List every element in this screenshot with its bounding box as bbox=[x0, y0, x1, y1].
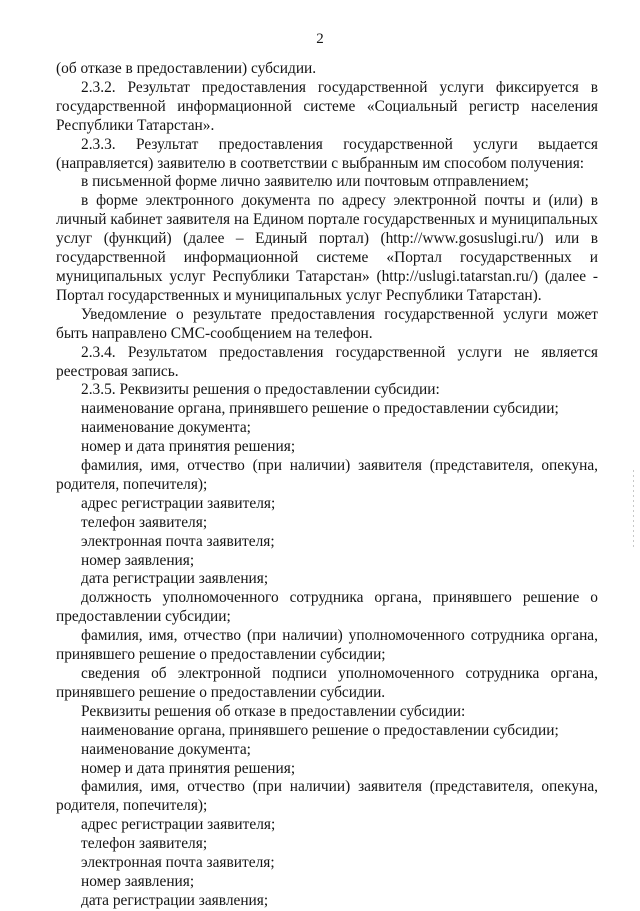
paragraph: номер и дата принятия решения; bbox=[81, 438, 296, 456]
paragraph: (об отказе в предоставлении) субсидии. bbox=[56, 60, 317, 77]
paragraph: фамилия, имя, отчество (при наличии) заявителя (представителя, опекуна, родителя, попечителя); bbox=[56, 778, 598, 815]
paragraph: дата регистрации заявления; bbox=[81, 570, 269, 588]
paragraph: телефон заявителя; bbox=[81, 835, 208, 853]
paragraph: электронная почта заявителя; bbox=[81, 532, 275, 550]
paragraph: должность уполномоченного сотрудника органа, принявшего решение о предоставлении субсидии; bbox=[56, 589, 598, 626]
paragraph: наименование документа; bbox=[81, 419, 251, 437]
paragraph: Реквизиты решения об отказе в предоставлении субсидии: bbox=[81, 702, 466, 720]
paragraph: в форме электронного документа по адресу электронной почты и (или) в личный кабинет заявителя на Едином портале государственных и муниципальных услуг (функций) (далее – Единый портал) (http://www.gosuslugi.ru/) или в государственной информационной системе «Портал государственных и муниципальных услуг Республики Татарстан» (http://uslugi.tatarstan.ru/) (далее - Портал государственных и муниципальных услуг Республики Татарстан). bbox=[56, 192, 598, 304]
paragraph: наименование документа; bbox=[81, 740, 251, 758]
paragraph: наименование органа, принявшего решение о предоставлении субсидии; bbox=[81, 400, 559, 418]
paragraph: Уведомление о результате предоставления государственной услуги может быть направлено СМС-сообщением на телефон. bbox=[56, 305, 598, 342]
page-number: 2 bbox=[316, 31, 324, 47]
paragraph: дата регистрации заявления; bbox=[81, 891, 269, 909]
paragraph: телефон заявителя; bbox=[81, 513, 208, 531]
paragraph: наименование органа, принявшего решение о предоставлении субсидии; bbox=[81, 721, 559, 739]
paragraph: 2.3.4. Результатом предоставления государственной услуги не является реестровая запись. bbox=[56, 343, 598, 380]
paragraph: сведения об электронной подписи уполномоченного сотрудника органа, принявшего решение о предоставлении субсидии. bbox=[56, 665, 598, 701]
scan-margin-mark bbox=[633, 470, 634, 550]
paragraph: электронная почта заявителя; bbox=[81, 854, 275, 872]
paragraph: номер и дата принятия решения; bbox=[81, 759, 296, 777]
paragraph: 2.3.2. Результат предоставления государственной услуги фиксируется в государственной информационной системе «Социальный регистр населения Республики Татарстан». bbox=[56, 78, 598, 134]
paragraph: адрес регистрации заявителя; bbox=[81, 494, 276, 512]
paragraph: 2.3.5. Реквизиты решения о предоставлении субсидии: bbox=[81, 381, 440, 399]
paragraph: номер заявления; bbox=[81, 551, 195, 569]
paragraph: фамилия, имя, отчество (при наличии) заявителя (представителя, опекуна, родителя, попечителя); bbox=[56, 457, 598, 493]
paragraph: номер заявления; bbox=[81, 872, 195, 890]
paragraph: адрес регистрации заявителя; bbox=[81, 816, 276, 834]
paragraph: в письменной форме лично заявителю или почтовым отправлением; bbox=[81, 173, 529, 191]
paragraph: фамилия, имя, отчество (при наличии) уполномоченного сотрудника органа, принявшего решение о предоставлении субсидии; bbox=[56, 627, 598, 664]
document-body bbox=[56, 60, 598, 911]
paragraph: 2.3.3. Результат предоставления государственной услуги выдается (направляется) заявителю в соответствии с выбранным им способом получения: bbox=[56, 135, 598, 172]
